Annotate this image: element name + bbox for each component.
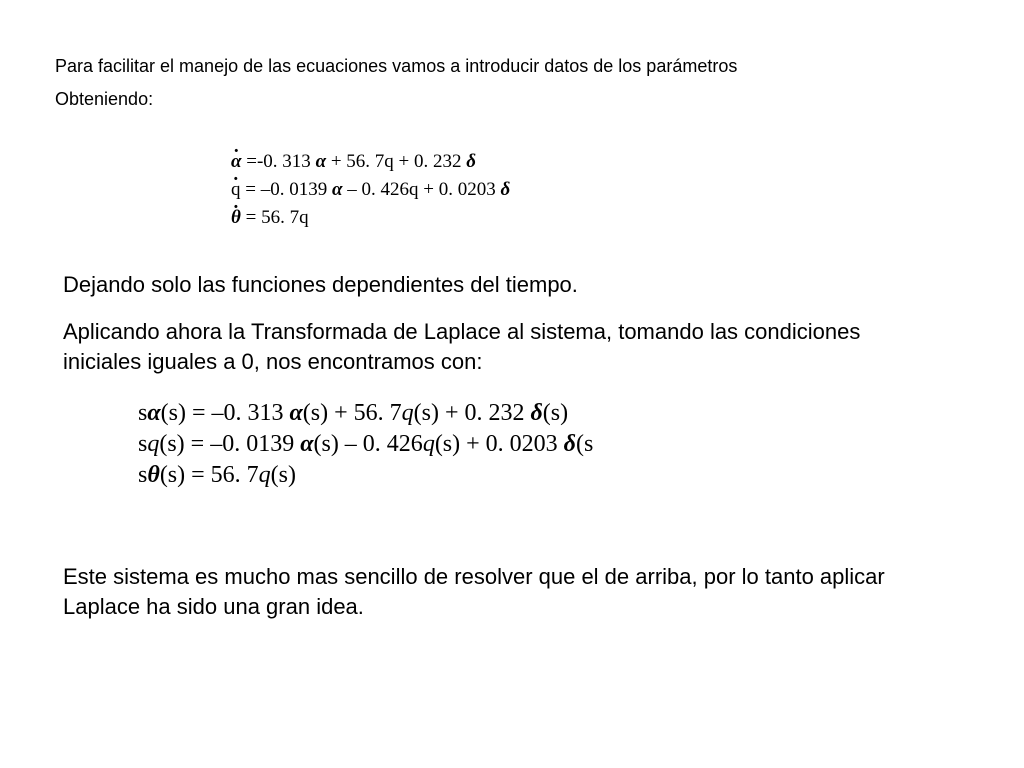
alpha-symbol: α — [289, 400, 303, 426]
q-variable: q — [422, 431, 435, 457]
equation-term: + 56. 7q + 0. 232 — [330, 151, 462, 172]
q-variable: q — [147, 431, 160, 457]
equation-term: (s) — [270, 462, 296, 488]
laplace-equation-alpha — [138, 398, 780, 429]
q-variable: q — [401, 400, 414, 426]
laplace-equations — [138, 398, 780, 491]
equation-term: (s) = –0. 313 — [160, 400, 284, 426]
laplace-equation-q — [138, 429, 780, 460]
equation-term: (s) = –0. 0139 — [159, 431, 295, 457]
delta-symbol: δ — [466, 151, 476, 172]
equation-term: (s — [575, 431, 594, 457]
equation-term: =-0. 313 — [246, 151, 311, 172]
equation-term: (s) + 0. 0203 — [434, 431, 558, 457]
alpha-symbol: α — [300, 431, 314, 457]
equation-term: (s) + 0. 232 — [413, 400, 525, 426]
equation-term: (s) = 56. 7 — [159, 462, 259, 488]
state-equation-theta — [231, 204, 510, 232]
equation-term: (s) – 0. 426 — [313, 431, 423, 457]
paragraph-laplace-intro: Aplicando ahora la Transformada de Laplace al sistema, tomando las condiciones iniciales iguales a 0, nos encontramos con: — [63, 319, 861, 374]
alpha-symbol: α — [147, 400, 161, 426]
delta-symbol: δ — [563, 431, 576, 457]
intro-line-1: Para facilitar el manejo de las ecuaciones vamos a introducir datos de los parámetros — [55, 56, 738, 76]
alpha-dot-symbol: · α — [231, 148, 242, 176]
state-equations — [231, 148, 510, 232]
equation-term: = –0. 0139 — [245, 179, 328, 200]
alpha-symbol: α — [331, 179, 343, 200]
s-variable: s — [138, 431, 148, 457]
paragraph-time-dependent: Dejando solo las funciones dependientes del tiempo. — [63, 272, 578, 297]
s-variable: s — [138, 400, 148, 426]
delta-symbol: δ — [530, 400, 543, 426]
s-variable: s — [138, 462, 148, 488]
q-dot-symbol: · q — [231, 176, 241, 204]
equation-term: – 0. 426q + 0. 0203 — [347, 179, 496, 200]
equation-term: (s) + 56. 7 — [302, 400, 402, 426]
paragraph-conclusion: Este sistema es mucho mas sencillo de resolver que el de arriba, por lo tanto aplicar Laplace ha sido una gran idea. — [63, 564, 885, 619]
equation-term: = 56. 7q — [245, 207, 309, 228]
state-equation-q — [231, 176, 510, 204]
laplace-equation-theta — [138, 460, 780, 491]
alpha-symbol: α — [315, 151, 327, 172]
theta-dot-symbol: · θ — [231, 204, 241, 232]
delta-symbol: δ — [500, 179, 511, 200]
intro-line-2: Obteniendo: — [55, 89, 154, 109]
theta-symbol: θ — [147, 462, 160, 488]
state-equation-alpha — [231, 148, 510, 176]
equation-term: (s) — [542, 400, 569, 426]
q-variable: q — [258, 462, 271, 488]
